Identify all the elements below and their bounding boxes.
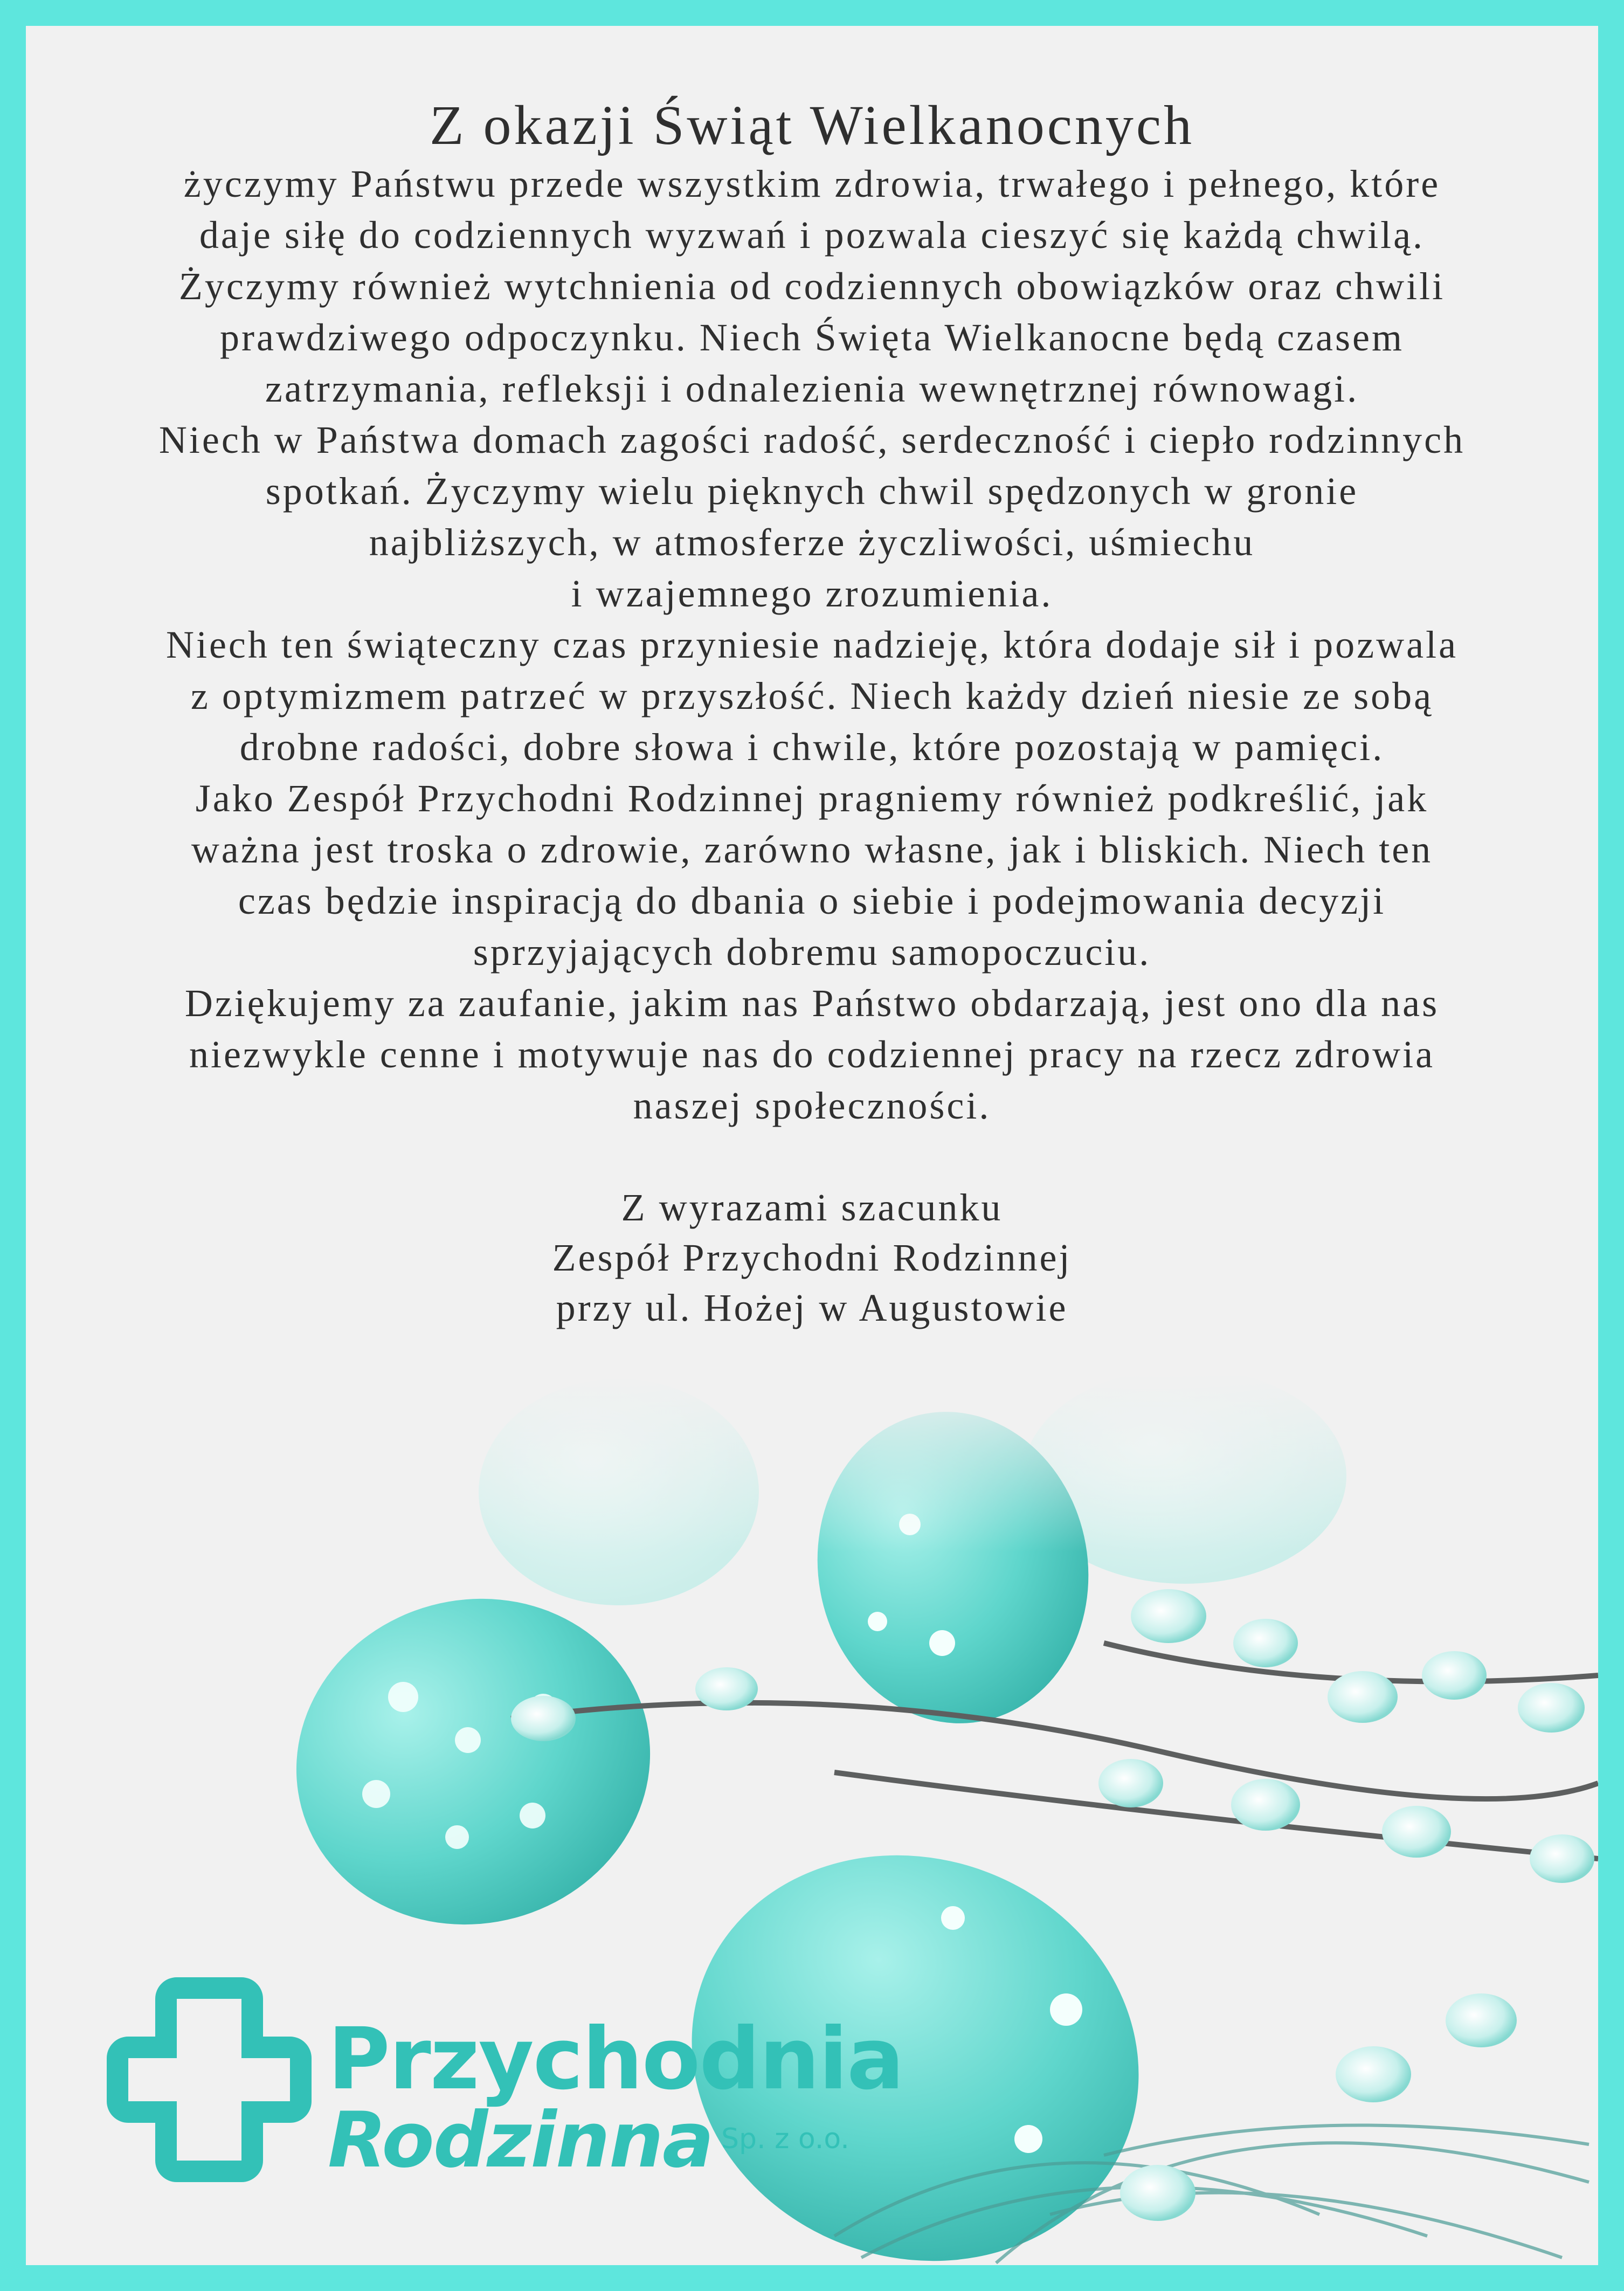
letter-line: Niech ten świąteczny czas przyniesie nadzieję, która dodaje sił i pozwala bbox=[165, 623, 1459, 666]
letter-line: prawdziwego odpoczynku. Niech Święta Wielkanocne będą czasem bbox=[219, 316, 1404, 359]
letter-line: i wzajemnego zrozumienia. bbox=[571, 572, 1053, 615]
przychodnia-logo bbox=[107, 1961, 969, 2188]
letter-line: zatrzymania, refleksji i odnalezienia wewnętrznej równowagi. bbox=[265, 367, 1359, 410]
letter-line: Życzymy również wytchnienia od codziennych obowiązków oraz chwili bbox=[178, 265, 1446, 308]
letter-line: drobne radości, dobre słowa i chwile, które pozostają w pamięci. bbox=[239, 726, 1385, 769]
medical-cross-icon bbox=[107, 1977, 312, 2182]
spacer bbox=[26, 1131, 1598, 1183]
letter-paragraph bbox=[26, 415, 1598, 619]
letter-line: Jako Zespół Przychodni Rodzinnej pragniemy również podkreślić, jak bbox=[195, 777, 1429, 820]
letter-line: Dziękujemy za zaufanie, jakim nas Państwo obdarzają, jest ono dla nas bbox=[184, 982, 1440, 1025]
letter-paragraph bbox=[26, 978, 1598, 1131]
letter-line: ważna jest troska o zdrowie, zarówno własne, jak i bliskich. Niech ten bbox=[191, 828, 1433, 871]
letter-line: sprzyjających dobremu samopoczuciu. bbox=[473, 930, 1151, 974]
signature-line: przy ul. Hożej w Augustowie bbox=[556, 1286, 1068, 1329]
letter-signature bbox=[26, 1183, 1598, 1333]
signature-line: Z wyrazami szacunku bbox=[621, 1186, 1003, 1229]
logo-company-suffix: Sp. z o.o. bbox=[721, 2123, 849, 2155]
greeting-card bbox=[26, 26, 1598, 2265]
letter-title: Z okazji Świąt Wielkanocnych bbox=[429, 94, 1195, 156]
letter-body bbox=[26, 91, 1598, 1333]
letter-line: życzymy Państwu przede wszystkim zdrowia, trwałego i pełnego, które bbox=[183, 162, 1441, 205]
letter-paragraph bbox=[26, 158, 1598, 415]
letter-line: czas będzie inspiracją do dbania o siebie i podejmowania decyzji bbox=[238, 879, 1386, 922]
letter-line: z optymizmem patrzeć w przyszłość. Niech każdy dzień niesie ze sobą bbox=[190, 674, 1434, 717]
letter-line: najbliższych, w atmosferze życzliwości, uśmiechu bbox=[369, 521, 1255, 564]
logo-word-rodzinna: Rodzinna bbox=[328, 2096, 713, 2185]
letter-paragraph bbox=[26, 773, 1598, 978]
letter-line: niezwykle cenne i motywuje nas do codziennej pracy na rzecz zdrowia bbox=[189, 1033, 1435, 1076]
letter-line: naszej społeczności. bbox=[633, 1084, 991, 1127]
letter-line: Niech w Państwa domach zagości radość, serdeczność i ciepło rodzinnych bbox=[158, 418, 1466, 461]
letter-line: daje siłę do codziennych wyzwań i pozwala cieszyć się każdą chwilą. bbox=[199, 213, 1425, 257]
logo-word-przychodnia: Przychodnia bbox=[328, 2010, 903, 2109]
signature-line: Zespół Przychodni Rodzinnej bbox=[552, 1236, 1072, 1279]
letter-line: spotkań. Życzymy wielu pięknych chwil spędzonych w gronie bbox=[265, 470, 1359, 513]
letter-paragraph bbox=[26, 619, 1598, 773]
